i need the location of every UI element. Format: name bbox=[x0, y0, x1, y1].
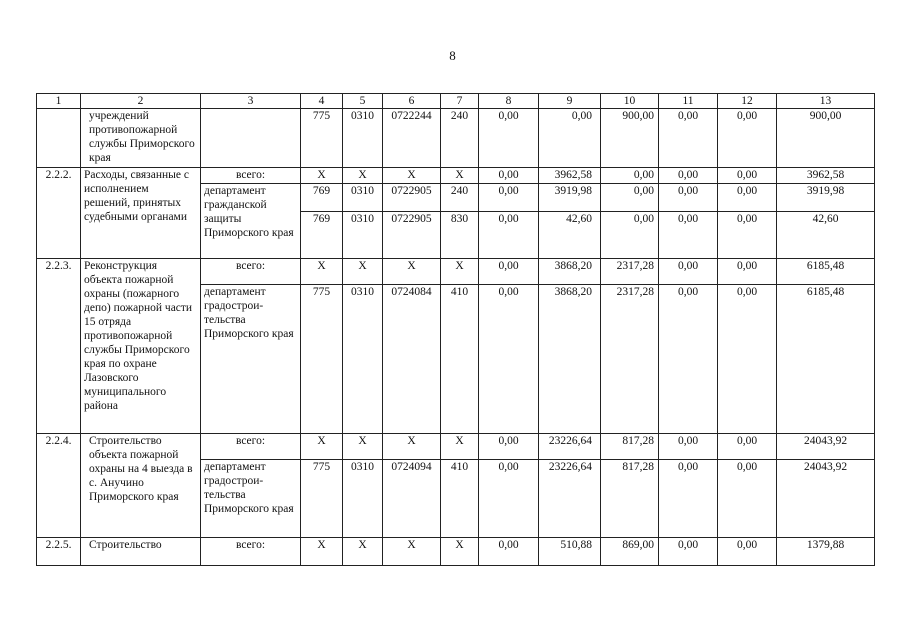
cell-c7: 830 bbox=[441, 212, 479, 259]
cell-c7: X bbox=[441, 168, 479, 184]
cell-c6: 0722244 bbox=[383, 109, 441, 168]
header-cell: 1 bbox=[37, 94, 81, 109]
cell-c8: 0,00 bbox=[479, 460, 539, 538]
cell-c5: 0310 bbox=[343, 460, 383, 538]
cell-c5: X bbox=[343, 434, 383, 460]
header-cell: 2 bbox=[81, 94, 201, 109]
row-number-cell: 2.2.4. bbox=[37, 434, 81, 538]
table-row bbox=[37, 109, 875, 168]
cell-c4: 775 bbox=[301, 109, 343, 168]
cell-c13: 6185,48 bbox=[777, 285, 875, 434]
header-cell: 4 bbox=[301, 94, 343, 109]
cell-c11: 0,00 bbox=[659, 184, 718, 212]
header-cell: 9 bbox=[539, 94, 601, 109]
total-label-cell: всего: bbox=[201, 538, 301, 566]
executor-cell: департамент градострои-тельства Приморского края bbox=[201, 285, 301, 434]
cell-c8: 0,00 bbox=[479, 434, 539, 460]
cell-c13: 3962,58 bbox=[777, 168, 875, 184]
table-row bbox=[37, 538, 875, 566]
cell-c13: 6185,48 bbox=[777, 259, 875, 285]
cell-c11: 0,00 bbox=[659, 259, 718, 285]
cell-c13: 24043,92 bbox=[777, 434, 875, 460]
cell-c7: 240 bbox=[441, 184, 479, 212]
cell-c8: 0,00 bbox=[479, 259, 539, 285]
cell-c6: 0724094 bbox=[383, 460, 441, 538]
header-cell: 11 bbox=[659, 94, 718, 109]
cell-c9: 3868,20 bbox=[539, 285, 601, 434]
cell-c5: X bbox=[343, 538, 383, 566]
cell-c8: 0,00 bbox=[479, 109, 539, 168]
header-cell: 10 bbox=[601, 94, 659, 109]
cell-c10: 817,28 bbox=[601, 434, 659, 460]
cell-c12: 0,00 bbox=[718, 168, 777, 184]
cell-c6: 0724084 bbox=[383, 285, 441, 434]
cell-c6: X bbox=[383, 434, 441, 460]
cell-c9: 42,60 bbox=[539, 212, 601, 259]
cell-c10: 2317,28 bbox=[601, 259, 659, 285]
header-row bbox=[37, 94, 875, 109]
cell-c4: 769 bbox=[301, 184, 343, 212]
cell-c5: 0310 bbox=[343, 184, 383, 212]
header-cell: 6 bbox=[383, 94, 441, 109]
cell-c10: 0,00 bbox=[601, 212, 659, 259]
cell-c10: 817,28 bbox=[601, 460, 659, 538]
cell-c4: X bbox=[301, 168, 343, 184]
cell-c8: 0,00 bbox=[479, 285, 539, 434]
cell-c6: X bbox=[383, 259, 441, 285]
cell-c9: 510,88 bbox=[539, 538, 601, 566]
cell-c11: 0,00 bbox=[659, 538, 718, 566]
cell-c12: 0,00 bbox=[718, 109, 777, 168]
cell-c11: 0,00 bbox=[659, 285, 718, 434]
cell-c10: 2317,28 bbox=[601, 285, 659, 434]
cell-c4: 775 bbox=[301, 285, 343, 434]
cell-c8: 0,00 bbox=[479, 168, 539, 184]
table-row bbox=[37, 168, 875, 184]
cell-c7: X bbox=[441, 538, 479, 566]
total-label-cell: всего: bbox=[201, 168, 301, 184]
total-label-cell: всего: bbox=[201, 434, 301, 460]
cell-c7: 240 bbox=[441, 109, 479, 168]
cell-c10: 0,00 bbox=[601, 168, 659, 184]
cell-c12: 0,00 bbox=[718, 460, 777, 538]
cell-c4: X bbox=[301, 538, 343, 566]
item-name-cell: Строительство bbox=[81, 538, 201, 566]
header-cell: 5 bbox=[343, 94, 383, 109]
cell-c9: 0,00 bbox=[539, 109, 601, 168]
cell-c12: 0,00 bbox=[718, 212, 777, 259]
cell-c6: 0722905 bbox=[383, 212, 441, 259]
row-number-cell: 2.2.5. bbox=[37, 538, 81, 566]
cell-c4: X bbox=[301, 434, 343, 460]
cell-c7: 410 bbox=[441, 460, 479, 538]
cell-c5: X bbox=[343, 168, 383, 184]
cell-c9: 3919,98 bbox=[539, 184, 601, 212]
row-number-cell bbox=[37, 109, 81, 168]
cell-c9: 3962,58 bbox=[539, 168, 601, 184]
row-number-cell: 2.2.2. bbox=[37, 168, 81, 259]
total-label-cell: всего: bbox=[201, 259, 301, 285]
cell-c13: 24043,92 bbox=[777, 460, 875, 538]
executor-cell: департамент градострои-тельства Приморского края bbox=[201, 460, 301, 538]
cell-c5: 0310 bbox=[343, 109, 383, 168]
item-name-cell: Строительство объекта пожарной охраны на 4 выезда в с. Анучино Приморского края bbox=[81, 434, 201, 538]
executor-cell bbox=[201, 109, 301, 168]
cell-c11: 0,00 bbox=[659, 460, 718, 538]
cell-c11: 0,00 bbox=[659, 168, 718, 184]
header-cell: 3 bbox=[201, 94, 301, 109]
cell-c4: X bbox=[301, 259, 343, 285]
cell-c10: 900,00 bbox=[601, 109, 659, 168]
header-cell: 13 bbox=[777, 94, 875, 109]
cell-c5: X bbox=[343, 259, 383, 285]
cell-c11: 0,00 bbox=[659, 212, 718, 259]
item-name-cell: учреждений противопожарной службы Приморского края bbox=[81, 109, 201, 168]
cell-c10: 869,00 bbox=[601, 538, 659, 566]
header-cell: 7 bbox=[441, 94, 479, 109]
cell-c7: 410 bbox=[441, 285, 479, 434]
cell-c11: 0,00 bbox=[659, 109, 718, 168]
cell-c13: 3919,98 bbox=[777, 184, 875, 212]
cell-c4: 769 bbox=[301, 212, 343, 259]
cell-c12: 0,00 bbox=[718, 184, 777, 212]
cell-c9: 23226,64 bbox=[539, 434, 601, 460]
cell-c9: 23226,64 bbox=[539, 460, 601, 538]
cell-c12: 0,00 bbox=[718, 285, 777, 434]
item-name-cell: Расходы, связанные с исполнением решений, принятых судебными органами bbox=[81, 168, 201, 259]
cell-c11: 0,00 bbox=[659, 434, 718, 460]
cell-c6: X bbox=[383, 168, 441, 184]
cell-c10: 0,00 bbox=[601, 184, 659, 212]
table-row bbox=[37, 259, 875, 285]
cell-c12: 0,00 bbox=[718, 259, 777, 285]
header-cell: 8 bbox=[479, 94, 539, 109]
row-number-cell: 2.2.3. bbox=[37, 259, 81, 434]
cell-c12: 0,00 bbox=[718, 434, 777, 460]
item-name-cell: Реконструкция объекта пожарной охраны (пожарного депо) пожарной части 15 отряда противопожарной службы Приморского края по охране Лазовского муниципального района bbox=[81, 259, 201, 434]
cell-c6: 0722905 bbox=[383, 184, 441, 212]
page-number: 8 bbox=[449, 48, 456, 63]
cell-c12: 0,00 bbox=[718, 538, 777, 566]
cell-c6: X bbox=[383, 538, 441, 566]
header-cell: 12 bbox=[718, 94, 777, 109]
cell-c13: 42,60 bbox=[777, 212, 875, 259]
cell-c13: 900,00 bbox=[777, 109, 875, 168]
cell-c7: X bbox=[441, 259, 479, 285]
cell-c8: 0,00 bbox=[479, 212, 539, 259]
cell-c5: 0310 bbox=[343, 212, 383, 259]
cell-c13: 1379,88 bbox=[777, 538, 875, 566]
cell-c8: 0,00 bbox=[479, 538, 539, 566]
cell-c4: 775 bbox=[301, 460, 343, 538]
executor-cell: департамент гражданской защиты Приморского края bbox=[201, 184, 301, 259]
cell-c7: X bbox=[441, 434, 479, 460]
budget-table bbox=[36, 93, 875, 566]
cell-c8: 0,00 bbox=[479, 184, 539, 212]
table-row bbox=[37, 434, 875, 460]
cell-c5: 0310 bbox=[343, 285, 383, 434]
cell-c9: 3868,20 bbox=[539, 259, 601, 285]
